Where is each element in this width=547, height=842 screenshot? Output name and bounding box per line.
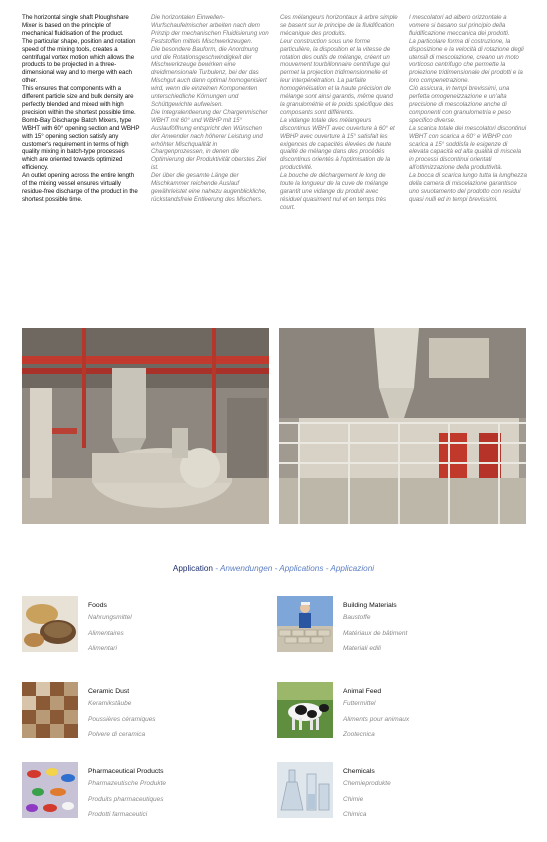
application-building-materials	[277, 596, 517, 658]
application-title: Foods	[88, 602, 107, 609]
paragraph: Die Integralentleerung der Chargenmischer WBHT mit 60° und WBHP mit 15° Auslauföffnung entspricht den Wünschen der Anwender nach höherer Leistung und erhöhter Mischqualität in Chargenprozessen, in denen die Optimierung der Produktivität oberstes Ziel ist.	[151, 108, 268, 172]
chemicals-image	[277, 762, 333, 818]
paragraph: The particular shape, position and rotation speed of the mixing tools, creates a centrifugal vortex motion which allows the products to be projected in a three-dimensional way and to merge with each other.	[22, 37, 136, 85]
application-title: Ceramic Dust	[88, 688, 130, 695]
pills-image	[22, 762, 78, 818]
lab-glassware-image	[277, 762, 333, 818]
paragraph: La bouche de déchargement le long de toute la longueur de la cuve de mélange garantit une vidange du produit avec résiduel quasiment nul et en temps très court.	[280, 172, 389, 211]
building-materials-image	[277, 596, 333, 652]
paragraph: La particolare forma di costruzione, la disposizione e la velocità di rotazione degli utensili di mescolazione, creano un moto vorticoso centrifugo che permette la proiezione tridimensionale dei prodotti e la loro compenetrazione.	[409, 37, 524, 85]
application-title: Chemicals	[343, 768, 375, 775]
application-translation: Futtermittel	[343, 700, 376, 707]
application-translation: Zootecnica	[343, 731, 375, 738]
food-bowls-image	[22, 596, 78, 652]
application-translation: Alimentaires	[88, 629, 124, 637]
application-translation: Polvere di ceramica	[88, 731, 146, 738]
paragraph: The horizontal single shaft Ploughshare Mixer is based on the principle of mechanical fluidisation of the product.	[22, 14, 129, 37]
application-translation: Poussières céramiques	[88, 715, 156, 723]
mixer-platform-image	[279, 328, 526, 524]
application-translation: Keramikstäube	[88, 700, 132, 707]
application-foods	[22, 596, 262, 658]
foods-image	[22, 596, 78, 652]
machine-photos	[22, 328, 527, 524]
ceramic-tiles-image	[22, 682, 78, 738]
application-chemicals	[277, 762, 517, 824]
application-translation: Nahrungsmittel	[88, 614, 132, 621]
application-translation: Baustoffe	[343, 614, 371, 621]
application-title: Building Materials	[343, 602, 397, 609]
worker-bricks-image	[277, 596, 333, 652]
cow-image	[277, 682, 333, 738]
italian-column	[409, 14, 527, 274]
application-title: Pharmaceutical Products	[88, 768, 164, 775]
paragraph: Der über die gesamte Länge der Mischkammer reichende Auslauf gewährleistet eine nahezu augenblickliche, rückstandsfreie Entleerung des Mischers.	[151, 172, 267, 203]
application-pharmaceutical-products	[22, 762, 262, 824]
application-translation: Pharmazeutische Produkte	[88, 780, 167, 787]
text-columns	[22, 14, 527, 274]
paragraph: La vidange totale des mélangeurs discontinus WBHT avec ouverture à 60° et WBHP avec ouverture à 15° satisfait les exigences de capacités élevées de haute qualité de mélange dans des procédés discontinus orientés à l'optimisation de la productivité.	[280, 116, 395, 172]
application-translation: Matériaux de bâtiment	[343, 629, 408, 637]
application-translation: Materiali edili	[343, 645, 381, 652]
animal-feed-image	[277, 682, 333, 738]
application-translation: Prodotti farmaceutici	[88, 811, 148, 818]
paragraph: Bomb-Bay Discharge Batch Mixers, type WBHT with 60° opening section and WBHP with 15° opening section satisfy any customer's requirement in terms of high quality mixing in batch-type processes which are oriented towards optimized efficiency.	[22, 116, 140, 172]
paragraph: This ensures that components with a different particle size and bulk density are perfectly blended and mixed with high precision within the shortest possible time.	[22, 85, 136, 116]
application-translation: Chimie	[343, 795, 364, 803]
application-translation: Chimica	[343, 811, 367, 818]
application-title: Animal Feed	[343, 688, 382, 695]
application-animal-feed	[277, 682, 517, 744]
mixer-photo-right	[279, 328, 526, 524]
application-translation: Chemieprodukte	[343, 780, 391, 787]
pharmaceutical-image	[22, 762, 78, 818]
application-translation: Aliments pour animaux	[343, 715, 410, 723]
paragraph: Ciò assicura, in tempi brevissimi, una perfetta omogeneizzazione e un'alta precisione di mescolazione anche di componenti con granulometria e peso specifico diverse.	[409, 85, 511, 124]
paragraph: An outlet opening across the entire length of the mixing vessel ensures virtually residue-free discharge of the product in the shortest possible time.	[22, 172, 138, 203]
application-translation: Produits pharmaceutiques	[88, 795, 164, 803]
paragraph: Die horizontalen Einwellen-Wurfschaufelmischer arbeiten nach dem Prinzip der mechanischen Fluidisierung von Feststoffen mittels Mischwerkzeugen.	[151, 14, 269, 45]
application-translation: Alimentari	[88, 645, 117, 652]
paragraph: Leur construction sous une forme particulière, la disposition et la vitesse de rotation des outils de mélange, créent un mouvement tourbillonnaire centrifuge qui permet la projection tridimensionnelle et leur interpénétration. La parfaite homogénéisation et la haute précision de mélange sont ainsi garantis, même quand la granulométrie et le poids spécifique des composants sont différents.	[280, 37, 394, 116]
mixer-photo-left	[22, 328, 269, 524]
application-ceramic-dust	[22, 682, 262, 744]
application-heading	[0, 564, 547, 573]
english-column	[22, 14, 140, 274]
paragraph: Die besondere Bauform, die Anordnung und die Rotationsgeschwindigkeit der Mischwerkzeuge bewirken eine dreidimensionale Turbulenz, bei der das Mischgut auch dann optimal homogenisiert wird, wenn die einzelnen Komponenten unterschiedliche Körnungen und Schüttgewichte aufweisen.	[151, 45, 267, 108]
german-column	[151, 14, 269, 274]
paragraph: La bocca di scarica lungo tutta la lunghezza della camera di miscelazione garantisce uno svuotamento del prodotto con residui quasi nulli ed in tempi brevissimi.	[409, 172, 527, 203]
mixer-plant-image	[22, 328, 269, 524]
ceramic-dust-image	[22, 682, 78, 738]
paragraph: La scarica totale dei mescolatori discontinui WBHT con scarica a 60° e WBHP con scarica a 15° soddisfa le esigenze di elevata capacità ed alta qualità di miscela in processi discontinui orientati all'ottimizzazione della produttività.	[409, 124, 527, 172]
paragraph: I mescolatori ad albero orizzontale a vomere si basano sul principio della fluidificazione meccanica dei prodotti.	[409, 14, 510, 37]
application-title: Application	[172, 564, 213, 573]
paragraph: Ces mélangeurs horizontaux à arbre simple se basent sur le principe de la fluidification mécanique des produits.	[280, 14, 398, 37]
french-column	[280, 14, 398, 274]
application-translations: - Anwendungen - Applications - Applicazioni	[212, 564, 375, 573]
